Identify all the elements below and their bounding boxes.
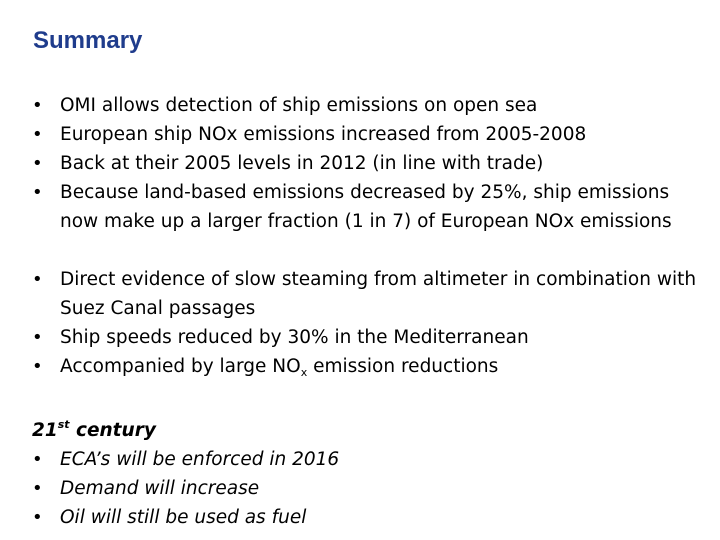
page-title: Summary	[33, 27, 143, 54]
list-item-text: OMI allows detection of ship emissions on open sea	[60, 95, 538, 116]
bullet-icon: •	[32, 153, 43, 174]
nox-subscript: x	[300, 366, 308, 379]
bullet-icon: •	[32, 124, 43, 145]
bullet-icon: •	[32, 449, 43, 470]
list-item-text: Ship speeds reduced by 30% in the Mediterranean	[60, 327, 529, 348]
list-item	[32, 445, 339, 474]
list-item	[32, 503, 339, 532]
bullet-icon: •	[32, 507, 43, 528]
list-item-text: Back at their 2005 levels in 2012 (in line with trade)	[60, 153, 544, 174]
century-number: 21	[32, 420, 58, 441]
list-item	[0, 91, 700, 120]
list-item-text: Because land-based emissions decreased by 25%, ship emissions now make up a larger fraction (1 in 7) of European NOx emissions	[60, 182, 672, 232]
century-section	[32, 416, 339, 532]
summary-list-omi	[0, 91, 700, 236]
list-item-text: European ship NOx emissions increased from 2005-2008	[60, 124, 587, 145]
summary-list-slow-steaming	[0, 265, 700, 381]
list-item-text: Demand will increase	[60, 478, 260, 499]
century-heading	[32, 416, 339, 445]
list-item	[0, 352, 700, 381]
nox-prefix-text: Accompanied by large NO	[60, 356, 301, 377]
nox-suffix-text: emission reductions	[307, 356, 499, 377]
list-item	[0, 323, 700, 352]
bullet-icon: •	[32, 478, 43, 499]
bullet-icon: •	[32, 327, 43, 348]
century-word: century	[69, 420, 156, 441]
bullet-icon: •	[32, 95, 43, 116]
century-list	[32, 445, 339, 532]
list-item-text: ECA’s will be enforced in 2016	[60, 449, 340, 470]
list-item	[0, 178, 700, 236]
bullet-icon: •	[32, 269, 43, 290]
bullet-icon: •	[32, 356, 43, 377]
list-item	[0, 149, 700, 178]
list-item	[0, 265, 700, 323]
list-item	[32, 474, 339, 503]
list-item-text	[60, 356, 498, 377]
list-item-text: Direct evidence of slow steaming from altimeter in combination with Suez Canal passages	[60, 269, 697, 319]
century-superscript: st	[57, 418, 70, 431]
list-item	[0, 120, 700, 149]
list-item-text: Oil will still be used as fuel	[60, 507, 307, 528]
bullet-icon: •	[32, 182, 43, 203]
